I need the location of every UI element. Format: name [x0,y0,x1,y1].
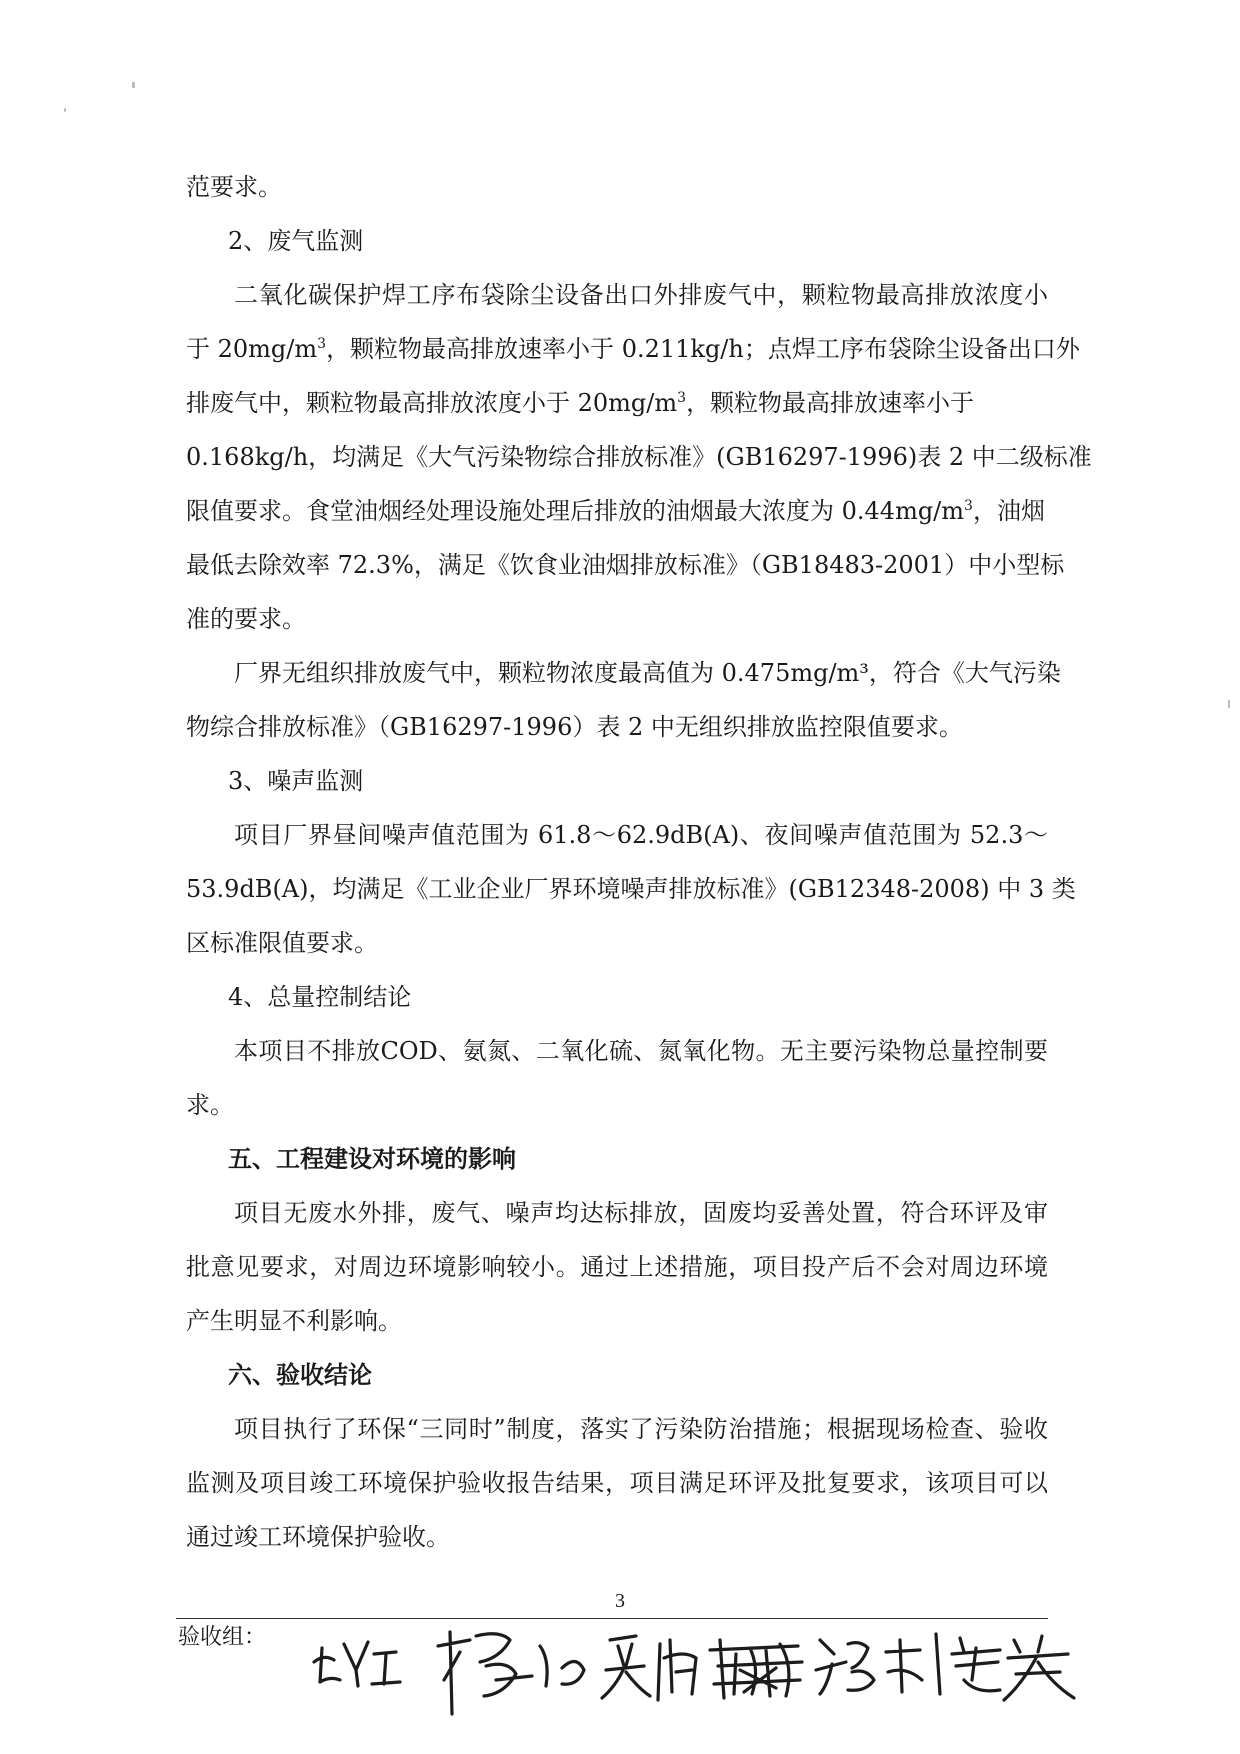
section-heading-total-control: 4、总量控制结论 [228,983,412,1011]
scan-speck [1228,700,1230,708]
paragraph-line: 监测及项目竣工环境保护验收报告结果，项目满足环评及批复要求，该项目可以 [186,1469,1048,1497]
paragraph-line: 二氧化碳保护焊工序布袋除尘设备出口外排废气中，颗粒物最高排放浓度小 [234,281,1048,309]
page-number: 3 [615,1590,625,1612]
paragraph-line: 批意见要求，对周边环境影响较小。通过上述措施，项目投产后不会对周边环境 [186,1253,1048,1281]
section-heading-exhaust-gas: 2、废气监测 [228,227,364,255]
paragraph-line: 最低去除效率 72.3%，满足《饮食业油烟排放标准》（GB18483-2001）中小型标 [186,551,1065,579]
paragraph-line: 求。 [186,1091,234,1119]
footer-label: 验收组： [178,1625,267,1650]
paragraph-line: 准的要求。 [186,605,306,633]
scan-speck [64,108,66,112]
handwritten-signature [438,1632,584,1714]
handwritten-signature [816,1640,922,1694]
paragraph-line: 通过竣工环境保护验收。 [186,1523,450,1551]
paragraph-line: 53.9dB(A)，均满足《工业企业厂界环境噪声排放标准》(GB12348-2008) 中 3 类 [186,875,1076,903]
paragraph-line: 本项目不排放COD、氨氮、二氧化硫、氮氧化物。无主要污染物总量控制要 [234,1037,1048,1065]
paragraph-line: 项目厂界昼间噪声值范围为 61.8～62.9dB(A)、夜间噪声值范围为 52.3～ [234,821,1048,849]
paragraph-line: 限值要求。食堂油烟经处理设施处理后排放的油烟最大浓度为 $0.44mg/m^3$，油烟 [186,497,1045,525]
paragraph-line: 排废气中，颗粒物最高排放浓度小于 $20mg/m^3$，颗粒物最高排放速率小于 [186,389,975,417]
scan-speck [132,82,135,88]
section-heading-acceptance-conclusion: 六、验收结论 [228,1360,372,1389]
paragraph-line: 于 $20mg/m^3$，颗粒物最高排放速率小于 0.211kg/h；点焊工序布袋除尘设备出口外 [186,335,1080,363]
paragraph-line: 产生明显不利影响。 [186,1307,402,1335]
paragraph-line: 厂界无组织排放废气中，颗粒物浓度最高值为 0.475mg/m³，符合《大气污染 [234,659,1061,687]
paragraph-line: 区标准限值要求。 [186,929,378,957]
body-text [186,160,1092,1564]
paragraph-line: 项目执行了环保“三同时”制度，落实了污染防治措施；根据现场检查、验收 [234,1415,1048,1443]
handwritten-signature [314,1642,400,1686]
paragraph-line: 项目无废水外排，废气、噪声均达标排放，固废均妥善处置，符合环评及审 [234,1199,1048,1227]
paragraph-line: 0.168kg/h，均满足《大气污染物综合排放标准》(GB16297-1996)表 2 中二级标准 [186,443,1092,471]
handwritten-signature [602,1636,696,1700]
section-heading-environmental-impact: 五、工程建设对环境的影响 [228,1144,516,1173]
paragraph-line: 物综合排放标准》（GB16297-1996）表 2 中无组织排放监控限值要求。 [186,713,963,741]
handwritten-signature [936,1634,1074,1700]
signature-area [300,1610,1160,1730]
paragraph-line: 范要求。 [186,173,282,201]
handwritten-signature [710,1640,802,1698]
section-heading-noise: 3、噪声监测 [228,767,364,795]
